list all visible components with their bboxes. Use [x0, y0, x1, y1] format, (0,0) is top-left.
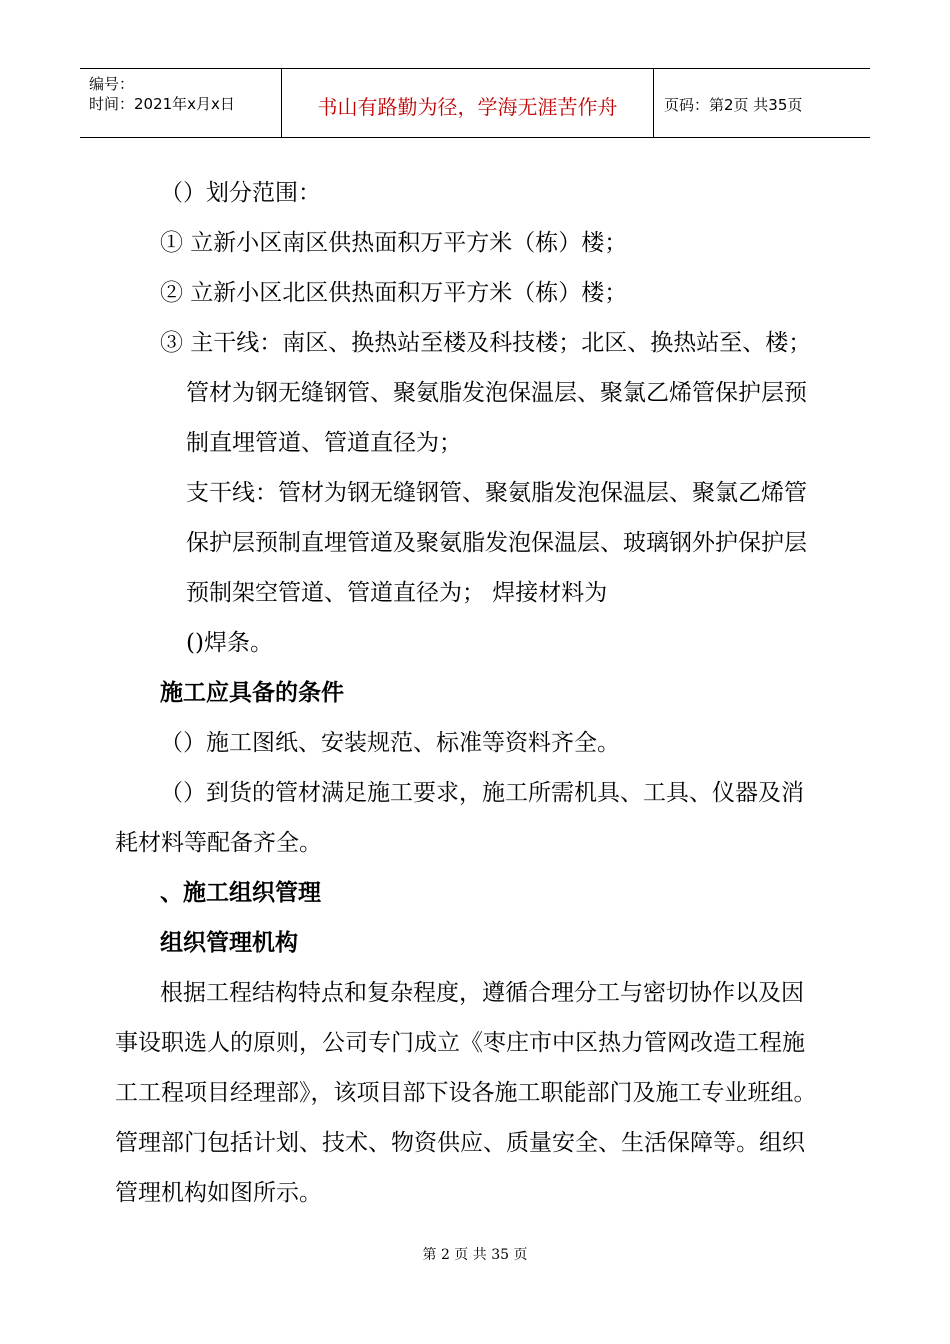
section-heading: 施工应具备的条件 — [160, 680, 344, 706]
paragraph-line: 预制架空管道、管道直径为； 焊接材料为 — [186, 580, 608, 606]
date-label: 时间：2021年x月x日 — [89, 95, 235, 113]
page-footer: 第 2 页 共 35 页 — [422, 1247, 528, 1263]
paragraph-line: 事设职选人的原则，公司专门成立《枣庄市中区热力管网改造工程施 — [115, 1030, 805, 1056]
number-label: 编号： — [89, 75, 135, 93]
paragraph-line: ()焊条。 — [186, 630, 273, 656]
header-page-cell — [654, 69, 870, 137]
paragraph-line: 根据工程结构特点和复杂程度，遵循合理分工与密切协作以及因 — [160, 980, 804, 1006]
paragraph-line: 工工程项目经理部》，该项目部下设各施工职能部门及施工专业班组。 — [115, 1080, 817, 1106]
motto: 书山有路勤为径，学海无涯苦作舟 — [317, 95, 618, 119]
page-info: 页码：第2页 共35页 — [664, 96, 803, 114]
header-motto-cell — [282, 69, 654, 137]
paragraph-line: 保护层预制直埋管道及聚氨脂发泡保温层、玻璃钢外护保护层 — [186, 530, 807, 556]
list-item: ① 立新小区南区供热面积万平方米（栋）楼； — [160, 230, 628, 256]
paragraph-line: 支干线：管材为钢无缝钢管、聚氨脂发泡保温层、聚氯乙烯管 — [186, 480, 807, 506]
paragraph-line: （）到货的管材满足施工要求，施工所需机具、工具、仪器及消 — [160, 780, 804, 806]
page-header — [80, 68, 870, 138]
list-item: ② 立新小区北区供热面积万平方米（栋）楼； — [160, 280, 628, 306]
paragraph-line: 制直埋管道、管道直径为； — [186, 430, 462, 456]
paragraph-line: 管理机构如图所示。 — [115, 1180, 322, 1206]
paragraph-line: 管材为钢无缝钢管、聚氨脂发泡保温层、聚氯乙烯管保护层预 — [186, 380, 807, 406]
paragraph-line: 耗材料等配备齐全。 — [115, 830, 322, 856]
section-heading: 组织管理机构 — [160, 930, 298, 956]
paragraph-line: 管理部门包括计划、技术、物资供应、质量安全、生活保障等。组织 — [115, 1130, 805, 1156]
paragraph-line: （）施工图纸、安装规范、标准等资料齐全。 — [160, 730, 620, 756]
list-item: ③ 主干线：南区、换热站至楼及科技楼；北区、换热站至、楼； — [160, 330, 812, 356]
section-heading: 、施工组织管理 — [160, 880, 321, 906]
header-info-cell — [80, 69, 282, 137]
paragraph-line: （）划分范围： — [160, 180, 321, 206]
